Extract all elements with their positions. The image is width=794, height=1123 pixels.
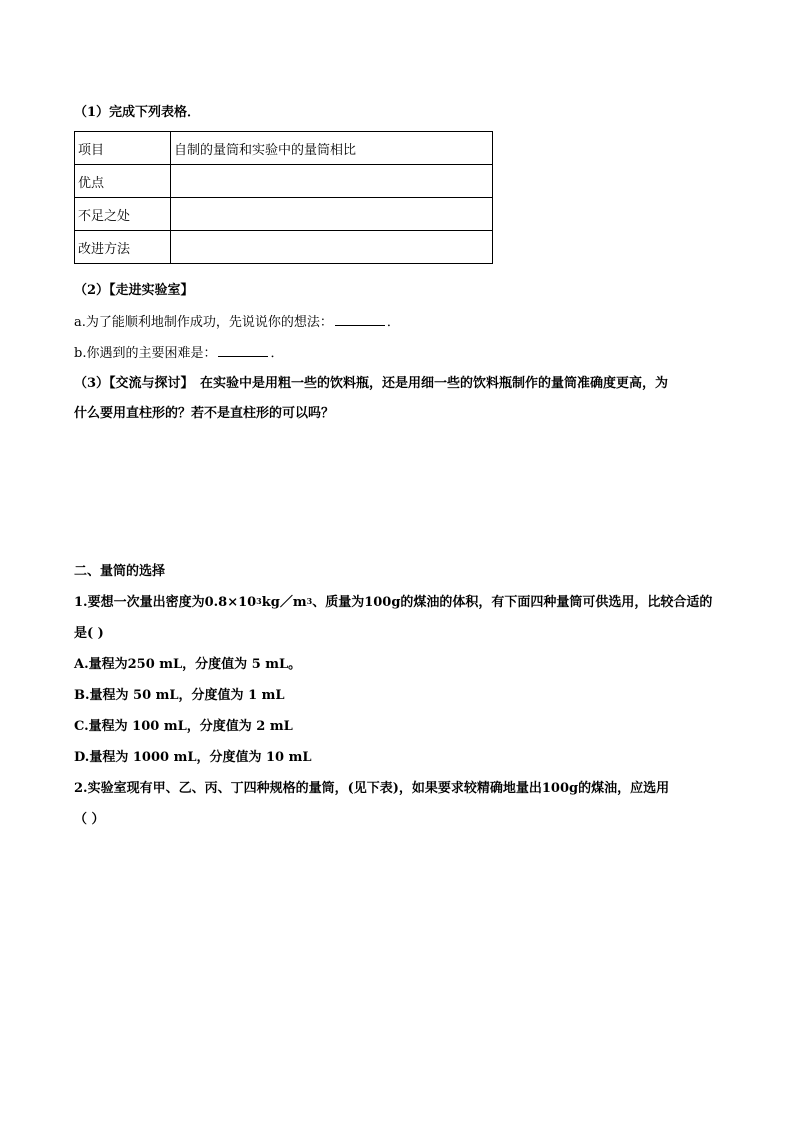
part2-item-a bbox=[74, 313, 400, 332]
table-cell: 项目 bbox=[75, 132, 171, 165]
part1-heading: （1）完成下列表格． bbox=[74, 105, 201, 120]
table-row bbox=[75, 198, 493, 231]
answer-blank bbox=[218, 344, 268, 357]
table-cell: 优点 bbox=[75, 165, 171, 198]
q1-option-d: D.量程为 1000 mL，分度值为 10 mL bbox=[74, 750, 312, 765]
q1-line2: 是( ) bbox=[74, 626, 104, 641]
item-b-text: b.你遇到的主要困难是： bbox=[74, 346, 217, 361]
table-cell: 改进方法 bbox=[75, 231, 171, 264]
table-cell bbox=[171, 198, 493, 231]
section2-title: 二、量筒的选择 bbox=[74, 564, 166, 579]
item-b-suffix: ． bbox=[270, 346, 284, 361]
table-cell bbox=[171, 165, 493, 198]
table-row bbox=[75, 231, 493, 264]
table-cell: 自制的量筒和实验中的量筒相比 bbox=[171, 132, 493, 165]
q1-option-c: C.量程为 100 mL，分度值为 2 mL bbox=[74, 719, 293, 734]
q1-option-b: B.量程为 50 mL，分度值为 1 mL bbox=[74, 688, 285, 703]
part2-item-b bbox=[74, 344, 283, 363]
q2-line2: （ ） bbox=[74, 812, 105, 827]
answer-blank bbox=[335, 313, 385, 326]
q1-sup2: 3 bbox=[306, 596, 313, 606]
q1-text-b: kg／m bbox=[261, 595, 307, 610]
q1-text-a: 1.要想一次量出密度为0.8×10 bbox=[74, 595, 257, 610]
table-cell: 不足之处 bbox=[75, 198, 171, 231]
part3-line2: 什么要用直柱形的？若不是直柱形的可以吗？ bbox=[74, 406, 335, 421]
q1-text-c: 、质量为100g的煤油的体积，有下面四种量筒可供选用，比较合适的 bbox=[312, 595, 713, 610]
q2-line1: 2.实验室现有甲、乙、丙、丁四种规格的量筒，(见下表)，如果要求较精确地量出100g的煤油，应选用 bbox=[74, 781, 670, 796]
item-a-text: a.为了能顺利地制作成功，先说说你的想法： bbox=[74, 315, 333, 330]
q1-option-a: A.量程为250 mL，分度值为 5 mL。 bbox=[74, 657, 302, 672]
part2-heading: （2）【走进实验室】 bbox=[74, 283, 194, 298]
item-a-suffix: ． bbox=[386, 315, 400, 330]
comparison-table bbox=[74, 131, 493, 264]
table-row bbox=[75, 132, 493, 165]
q1-line1 bbox=[74, 594, 712, 612]
part3-line1: （3）【交流与探讨】 在实验中是用粗一些的饮料瓶，还是用细一些的饮料瓶制作的量筒准确度更高，为 bbox=[74, 376, 669, 391]
table-row bbox=[75, 165, 493, 198]
table-cell bbox=[171, 231, 493, 264]
q1-sup: 3 bbox=[256, 596, 262, 606]
